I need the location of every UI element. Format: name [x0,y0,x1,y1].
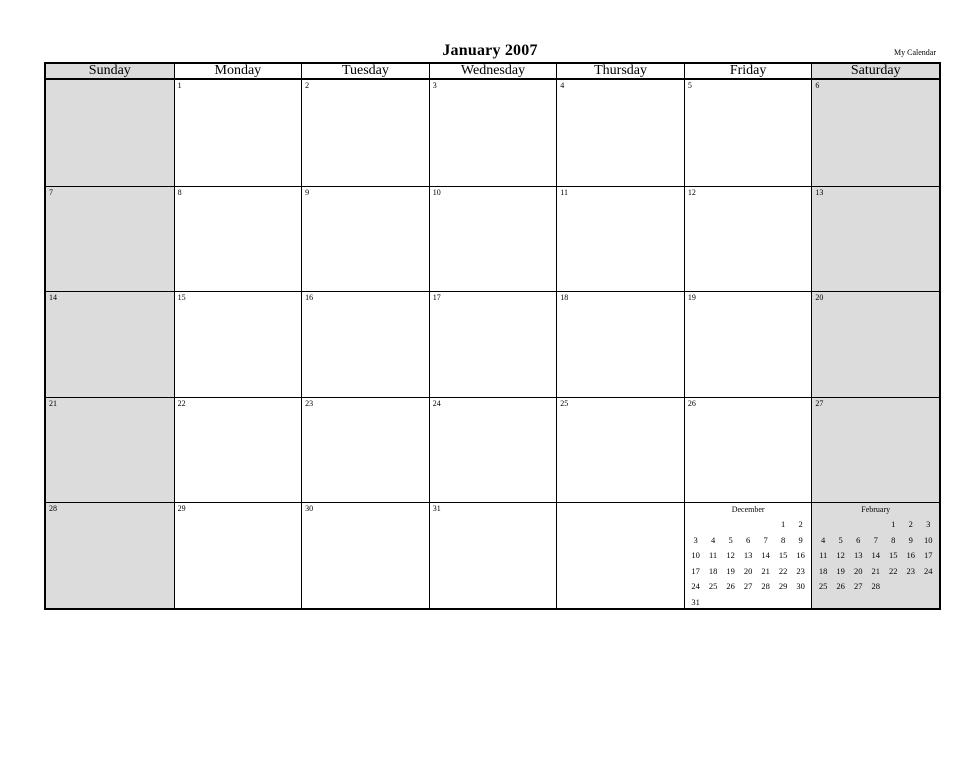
day-cell[interactable] [811,80,939,186]
mini-calendar-day: 31 [691,596,700,607]
day-number: 25 [560,398,569,408]
mini-calendar-day: 30 [796,581,805,592]
day-cell[interactable] [174,397,302,503]
day-cell[interactable] [46,397,174,503]
day-cell[interactable] [684,186,812,292]
weekday-header-sunday: Sunday [46,64,174,78]
day-cell[interactable] [429,397,557,503]
mini-calendar-previous [684,502,812,608]
day-number: 23 [305,398,314,408]
calendar-title: January 2007 [442,42,538,59]
day-cell[interactable] [301,291,429,397]
day-cell[interactable] [46,291,174,397]
mini-calendar-day: 2 [908,519,913,530]
day-cell[interactable] [684,291,812,397]
day-cell[interactable] [684,80,812,186]
day-number: 29 [177,504,186,514]
mini-calendar-day: 1 [781,519,786,530]
day-number: 15 [177,293,186,303]
mini-calendar-day: 14 [761,550,770,561]
day-number: 10 [432,187,441,197]
mini-calendar-day: 20 [743,565,753,576]
day-cell[interactable] [556,291,684,397]
day-number: 21 [49,398,57,408]
mini-calendar-day: 19 [836,565,845,576]
day-cell[interactable] [429,291,557,397]
mini-calendar-day: 13 [743,550,753,561]
mini-calendar-day: 7 [763,534,768,545]
mini-calendar-day: 17 [923,550,933,561]
mini-calendar-day: 11 [709,550,718,561]
day-cell[interactable] [301,186,429,292]
mini-calendar-day: 4 [710,534,716,545]
day-number: 28 [49,504,57,514]
mini-calendar-day [832,517,850,533]
mini-calendar-day: 3 [926,519,931,530]
mini-calendar-day: 20 [853,565,863,576]
day-cell[interactable] [46,186,174,292]
day-number: 20 [815,293,824,303]
weekday-header-tuesday: Tuesday [301,64,429,78]
day-cell[interactable] [429,186,557,292]
mini-calendar-day: 6 [746,534,751,545]
mini-calendar-day: 15 [778,550,788,561]
day-cell[interactable] [556,186,684,292]
mini-calendar-day: 27 [853,581,863,592]
mini-calendar-day: 7 [873,534,878,545]
mini-calendar-day: 14 [871,550,880,561]
mini-calendar-day: 21 [871,565,880,576]
day-cell[interactable] [46,502,174,608]
mini-calendar-day: 18 [708,565,718,576]
mini-calendar-day: 10 [923,534,933,545]
day-number: 19 [687,293,696,303]
day-number: 4 [560,81,565,90]
mini-calendar-title: February [861,505,891,515]
day-number: 14 [49,293,57,303]
day-number: 2 [305,81,310,90]
mini-calendar-day: 21 [761,565,770,576]
mini-calendar-day [814,517,832,533]
mini-calendar-day: 6 [856,534,861,545]
calendar-grid [44,62,941,610]
mini-calendar-day: 25 [818,581,828,592]
mini-calendar-day: 22 [888,565,898,576]
day-cell[interactable] [556,397,684,503]
mini-calendar-day: 28 [761,581,770,592]
mini-calendar-day: 12 [726,550,735,561]
weekday-header-wednesday: Wednesday [429,64,557,78]
day-number: 31 [432,504,441,514]
weekday-header-thursday: Thursday [556,64,684,78]
day-cell[interactable] [429,80,557,186]
mini-calendar-day [687,517,705,533]
day-number: 3 [432,81,437,90]
day-number: 8 [177,187,182,197]
mini-calendar-day: 12 [836,550,845,561]
mini-calendar-next [811,502,939,608]
day-cell[interactable] [429,502,557,608]
day-number: 12 [687,187,696,197]
mini-calendar-day: 1 [891,519,896,530]
day-number: 27 [815,398,824,408]
day-number: 18 [560,293,569,303]
mini-calendar-day: 9 [798,534,803,545]
day-number: 7 [49,187,53,197]
mini-calendar-day: 26 [836,581,845,592]
day-cell[interactable] [174,291,302,397]
day-cell[interactable] [301,80,429,186]
weekday-header-friday: Friday [684,64,812,78]
day-cell[interactable] [556,502,684,608]
weekday-header-row [46,64,939,80]
mini-calendar-day: 15 [888,550,898,561]
mini-calendar-day: 11 [819,550,828,561]
mini-calendar-day: 9 [908,534,913,545]
mini-calendar-day: 24 [691,581,700,592]
day-number: 6 [815,81,820,90]
day-cell[interactable] [301,397,429,503]
mini-calendar-day: 10 [691,550,700,561]
mini-calendar-day: 8 [891,534,896,545]
mini-calendar-day: 3 [693,534,698,545]
day-cell[interactable] [811,397,939,503]
weekday-header-saturday: Saturday [811,64,939,78]
day-cells [46,80,939,608]
mini-calendar-day: 18 [818,565,828,576]
day-number: 26 [687,398,696,408]
mini-calendar-day [722,517,740,533]
mini-calendar-day: 17 [691,565,700,576]
day-number: 13 [815,187,824,197]
day-cell[interactable] [46,80,174,186]
day-cell[interactable] [174,502,302,608]
mini-calendar-day: 25 [708,581,718,592]
mini-calendar-day: 28 [871,581,880,592]
mini-calendar-day [739,517,757,533]
mini-calendar-day: 29 [778,581,788,592]
mini-calendar-day: 8 [781,534,786,545]
mini-calendar-day: 22 [778,565,788,576]
mini-calendar-day: 19 [726,565,735,576]
day-number: 17 [432,293,441,303]
calendar-subtitle: My Calendar [894,48,936,57]
day-number: 22 [177,398,186,408]
day-number: 5 [687,81,692,90]
mini-calendar-day: 23 [906,565,915,576]
mini-calendar-title: December [731,505,765,515]
day-number: 1 [177,81,182,90]
mini-calendar-day: 2 [798,519,803,530]
day-cell[interactable] [684,397,812,503]
day-number: 24 [432,398,441,408]
mini-calendar-day: 5 [838,534,843,545]
day-cell[interactable] [811,291,939,397]
mini-calendar-day [757,517,775,533]
day-cell[interactable] [174,80,302,186]
day-cell[interactable] [174,186,302,292]
mini-calendar-day [867,517,885,533]
mini-calendar-day: 13 [853,550,863,561]
day-number: 30 [305,504,314,514]
day-number: 9 [305,187,310,197]
mini-calendar-day: 16 [796,550,805,561]
mini-calendar-day: 27 [743,581,753,592]
mini-calendar-day: 23 [796,565,805,576]
mini-calendar-day: 5 [728,534,733,545]
weekday-header-monday: Monday [174,64,302,78]
day-cell[interactable] [301,502,429,608]
day-cell[interactable] [811,186,939,292]
day-number: 16 [305,293,314,303]
mini-calendar-day: 4 [821,534,826,545]
mini-calendar-day: 16 [906,550,915,561]
mini-calendar-day: 24 [923,565,933,576]
mini-calendar-day: 26 [726,581,735,592]
day-number: 11 [560,187,568,197]
day-cell[interactable] [556,80,684,186]
mini-calendar-day [849,517,867,533]
mini-calendar-day [704,517,722,533]
